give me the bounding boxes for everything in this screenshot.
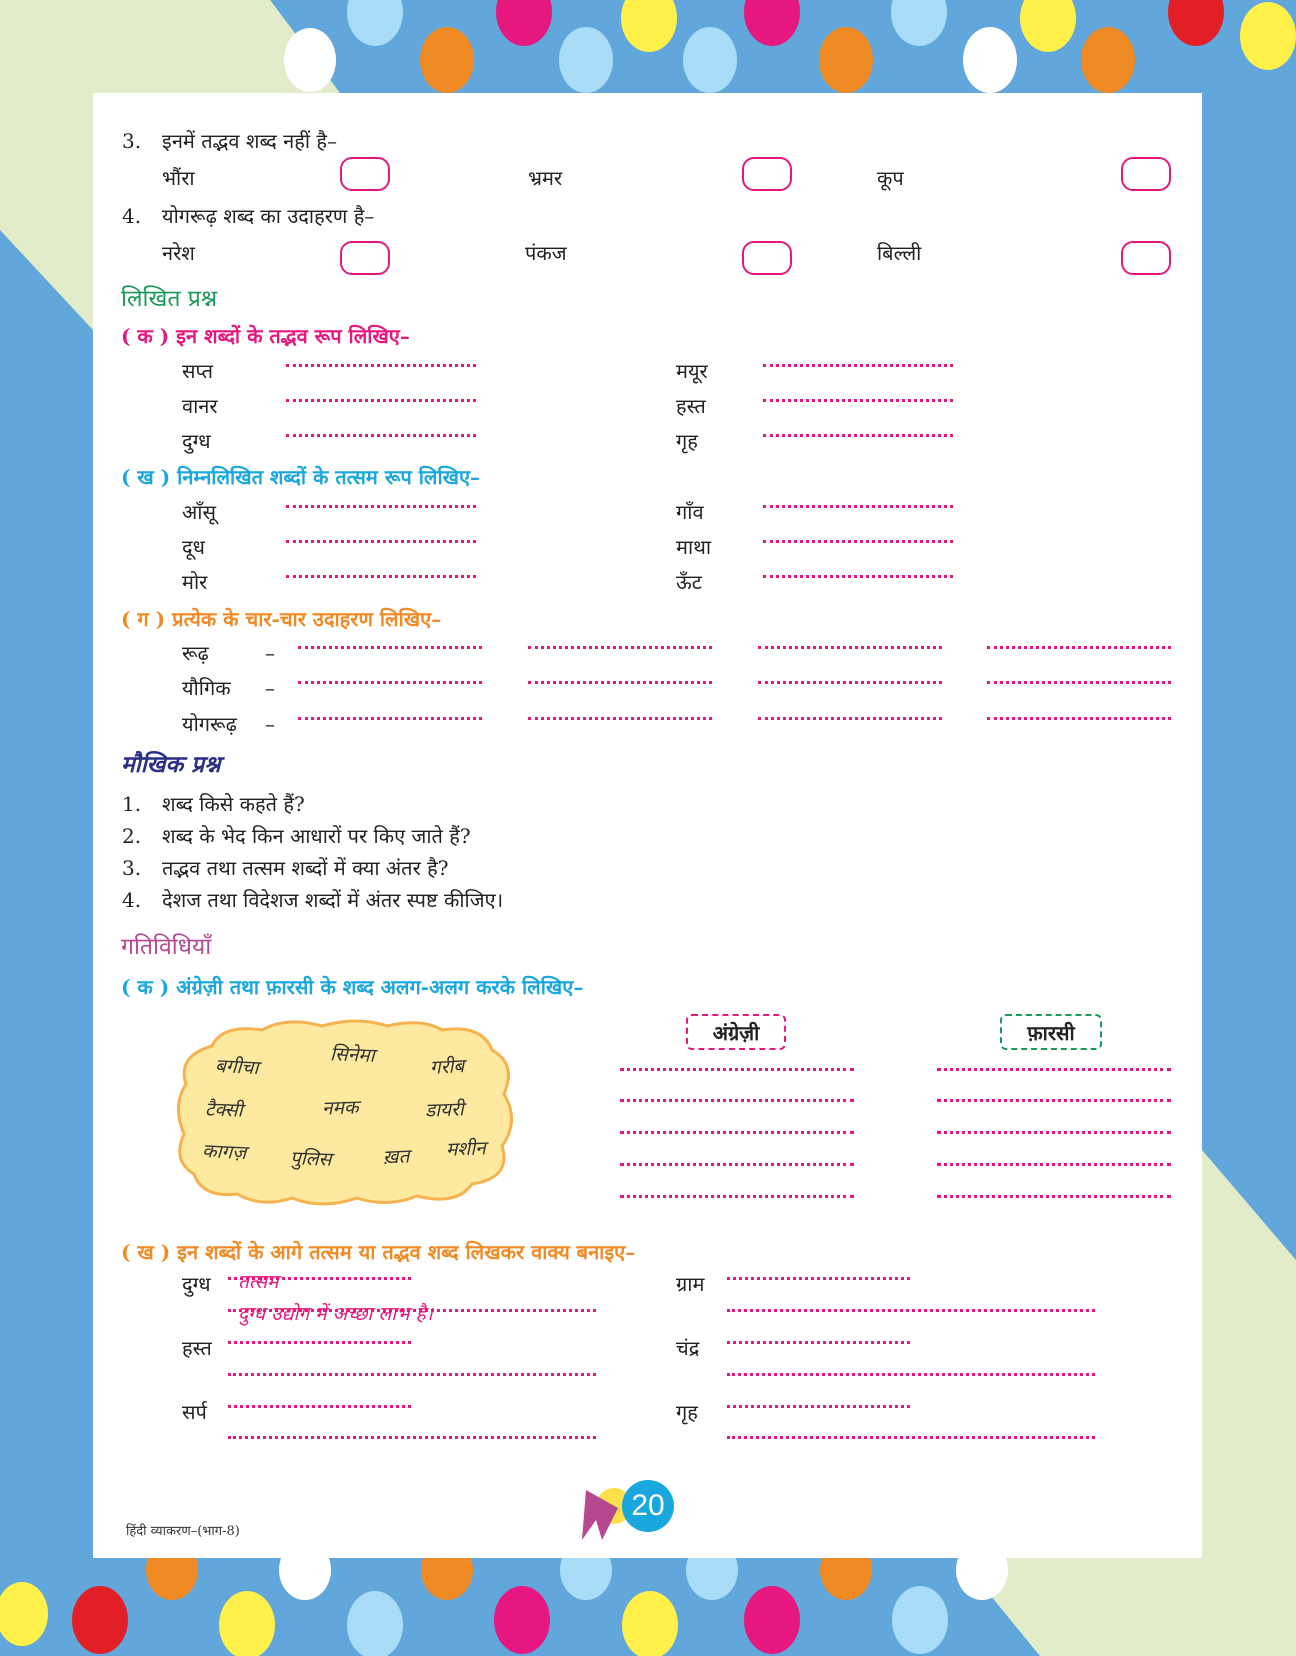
answer-line[interactable] xyxy=(286,575,476,578)
gatividhiyan-kha-heading: ( ख ) इन शब्दों के आगे तत्सम या तद्भव शब्द लिखकर वाक्य बनाइए– xyxy=(121,1240,636,1264)
answer-line[interactable] xyxy=(987,646,1171,649)
answer-line[interactable] xyxy=(937,1068,1171,1071)
ka-right-2: हस्त xyxy=(676,394,706,418)
q3-option-1: भौंरा xyxy=(162,166,195,190)
gatividhiyan-title: गतिविधियाँ xyxy=(121,934,212,960)
answer-line[interactable] xyxy=(286,399,476,402)
ka-left-1: सप्त xyxy=(182,359,214,383)
answer-line[interactable] xyxy=(228,1405,411,1408)
maukhik-title: मौखिक प्रश्न xyxy=(121,752,221,778)
q3-option-2-checkbox[interactable] xyxy=(742,157,792,191)
q4-option-2: पंकज xyxy=(525,241,567,265)
answer-line[interactable] xyxy=(286,505,476,508)
example-sentence: दुग्ध उद्योग में अच्छा लाभ है। xyxy=(238,1303,433,1325)
top-dots xyxy=(284,0,1296,93)
q3-text: इनमें तद्भव शब्द नहीं है– xyxy=(162,129,338,153)
cloud-word-8: पुलिस xyxy=(289,1147,332,1171)
maukhik-1-question: शब्द किसे कहते हैं? xyxy=(162,792,305,816)
q3-option-1-checkbox[interactable] xyxy=(340,157,390,191)
kha-right-1: गाँव xyxy=(676,500,704,524)
q3-number: 3. xyxy=(122,129,142,153)
answer-line[interactable] xyxy=(298,646,482,649)
answer-line[interactable] xyxy=(727,1309,1095,1312)
answer-line[interactable] xyxy=(763,364,953,367)
answer-line[interactable] xyxy=(228,1309,596,1312)
answer-line[interactable] xyxy=(758,717,942,720)
q4-option-1: नरेश xyxy=(162,241,195,265)
kha-right-3: ऊँट xyxy=(676,570,702,594)
kha2-left-2: हस्त xyxy=(182,1336,212,1360)
answer-line[interactable] xyxy=(727,1436,1095,1439)
q4-option-3: बिल्ली xyxy=(877,241,922,265)
cloud-word-2: सिनेमा xyxy=(329,1043,375,1067)
answer-line[interactable] xyxy=(727,1277,910,1280)
answer-line[interactable] xyxy=(763,505,953,508)
kha2-right-3: गृह xyxy=(676,1400,698,1424)
answer-line[interactable] xyxy=(286,434,476,437)
answer-line[interactable] xyxy=(620,1068,854,1071)
kha2-right-1: ग्राम xyxy=(676,1272,705,1296)
answer-line[interactable] xyxy=(286,540,476,543)
q3-option-3: कूप xyxy=(877,166,904,190)
maukhik-4-question: देशज तथा विदेशज शब्दों में अंतर स्पष्ट कीजिए। xyxy=(162,888,504,912)
answer-line[interactable] xyxy=(758,681,942,684)
answer-line[interactable] xyxy=(758,646,942,649)
cloud-word-1: बगीचा xyxy=(214,1054,260,1080)
cloud-word-5: नमक xyxy=(321,1096,359,1120)
ka-left-2: वानर xyxy=(182,394,218,418)
kha2-left-3: सर्प xyxy=(182,1400,207,1424)
answer-line[interactable] xyxy=(937,1163,1171,1166)
likhit-ka-heading: ( क ) इन शब्दों के तद्भव रूप लिखिए– xyxy=(121,324,410,348)
answer-line[interactable] xyxy=(763,434,953,437)
kha-right-2: माथा xyxy=(676,535,712,559)
ga-row-3-dash: – xyxy=(265,712,275,736)
page-number: 20 xyxy=(622,1480,674,1532)
likhit-title: लिखित प्रश्न xyxy=(121,286,218,312)
kha-left-3: मोर xyxy=(182,570,208,594)
ga-row-3-label: योगरूढ़ xyxy=(182,712,237,736)
answer-line[interactable] xyxy=(727,1405,910,1408)
answer-line[interactable] xyxy=(620,1131,854,1134)
maukhik-2-question: शब्द के भेद किन आधारों पर किए जाते हैं? xyxy=(162,824,471,848)
q4-option-3-checkbox[interactable] xyxy=(1121,241,1171,275)
cloud-word-4: टैक्सी xyxy=(204,1098,243,1122)
english-column-label: अंग्रेज़ी xyxy=(686,1014,786,1050)
likhit-ga-heading: ( ग ) प्रत्येक के चार-चार उदाहरण लिखिए– xyxy=(121,607,442,631)
q4-text: योगरूढ़ शब्द का उदाहरण है– xyxy=(162,204,375,228)
kha2-left-1: दुग्ध xyxy=(182,1272,211,1296)
maukhik-2-number: 2. xyxy=(122,824,142,848)
q4-number: 4. xyxy=(122,204,142,228)
answer-line[interactable] xyxy=(937,1099,1171,1102)
answer-line[interactable] xyxy=(228,1436,596,1439)
answer-line[interactable] xyxy=(228,1373,596,1376)
book-title: हिंदी व्याकरण–(भाग-8) xyxy=(126,1524,240,1539)
q4-option-1-checkbox[interactable] xyxy=(340,241,390,275)
likhit-kha-heading: ( ख ) निम्नलिखित शब्दों के तत्सम रूप लिखिए– xyxy=(121,465,481,489)
ga-row-2-dash: – xyxy=(265,676,275,700)
answer-line[interactable] xyxy=(763,399,953,402)
answer-line[interactable] xyxy=(298,681,482,684)
example-word: तत्सम xyxy=(238,1271,279,1293)
answer-line[interactable] xyxy=(763,540,953,543)
maukhik-1-number: 1. xyxy=(122,792,142,816)
answer-line[interactable] xyxy=(937,1131,1171,1134)
answer-line[interactable] xyxy=(286,364,476,367)
answer-line[interactable] xyxy=(228,1341,411,1344)
answer-line[interactable] xyxy=(727,1341,910,1344)
ka-left-3: दुग्ध xyxy=(182,429,211,453)
persian-column-label: फ़ारसी xyxy=(1000,1014,1102,1050)
gatividhiyan-ka-heading: ( क ) अंग्रेज़ी तथा फ़ारसी के शब्द अलग-अलग करके लिखिए– xyxy=(121,975,584,999)
ka-right-1: मयूर xyxy=(676,359,708,383)
kha-left-2: दूध xyxy=(182,535,205,559)
ga-row-1-dash: – xyxy=(265,641,275,665)
cloud-word-10: मशीन xyxy=(445,1137,487,1161)
answer-line[interactable] xyxy=(528,681,712,684)
answer-line[interactable] xyxy=(620,1099,854,1102)
answer-line[interactable] xyxy=(620,1163,854,1166)
q4-option-2-checkbox[interactable] xyxy=(742,241,792,275)
answer-line[interactable] xyxy=(298,717,482,720)
answer-line[interactable] xyxy=(528,717,712,720)
cloud-word-6: डायरी xyxy=(424,1098,465,1122)
answer-line[interactable] xyxy=(727,1373,1095,1376)
answer-line[interactable] xyxy=(987,681,1171,684)
maukhik-3-number: 3. xyxy=(122,856,142,880)
cloud-word-7: कागज़ xyxy=(201,1139,247,1165)
answer-line[interactable] xyxy=(937,1195,1171,1198)
ga-row-2-label: यौगिक xyxy=(182,676,231,700)
answer-line[interactable] xyxy=(763,575,953,578)
maukhik-4-number: 4. xyxy=(122,888,142,912)
answer-line[interactable] xyxy=(228,1277,411,1280)
kha2-right-2: चंद्र xyxy=(676,1336,700,1360)
q3-option-2: भ्रमर xyxy=(528,166,563,190)
ga-row-1-label: रूढ़ xyxy=(182,641,209,665)
cloud-word-3: गरीब xyxy=(429,1055,465,1079)
maukhik-3-question: तद्भव तथा तत्सम शब्दों में क्या अंतर है? xyxy=(162,856,449,880)
ka-right-3: गृह xyxy=(676,429,698,453)
cloud-word-9: ख़त xyxy=(382,1145,410,1169)
kha-left-1: आँसू xyxy=(182,500,216,524)
q3-option-3-checkbox[interactable] xyxy=(1121,157,1171,191)
answer-line[interactable] xyxy=(528,646,712,649)
answer-line[interactable] xyxy=(987,717,1171,720)
answer-line[interactable] xyxy=(620,1195,854,1198)
